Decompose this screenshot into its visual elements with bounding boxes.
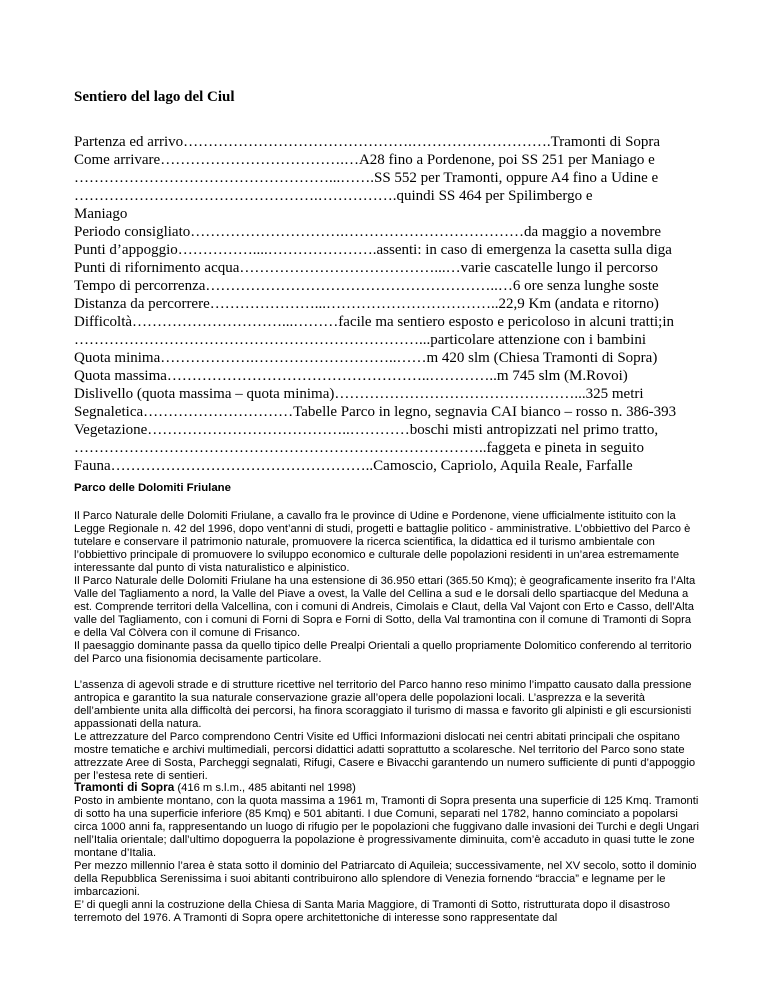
info-line: Tempo di percorrenza…………………………………………………..…6 ore senza lunghe soste	[74, 278, 659, 294]
info-line: Quota minima……………….………………………..……m 420 slm (Chiesa Tramonti di Sopra)	[74, 350, 658, 366]
info-line: Maniago	[74, 206, 128, 222]
info-line: Segnaletica…………………………Tabelle Parco in legno, segnavia CAI bianco – rosso n. 386-393	[74, 404, 677, 420]
parco-heading: Parco delle Dolomiti Friulane	[74, 482, 231, 494]
parco-paragraph: Il Parco Naturale delle Dolomiti Friulane, a cavallo fra le province di Udine e Pordenone, viene ufficialmente istituito con la Legge Regionale n. 42 del 1996, dopo vent’anni di studi, progetti e battaglie politico - amministrative. L’obbiettivo del Parco è tutelare e conservare il patrimonio naturale, promuovere la ricerca scientifica, la didattica ed il turismo ambientale con l’obbiettivo principale di promuovere lo sviluppo economico e culturale delle popolazioni residenti in un’area estremamente interessante dal punto di vista naturalistico e alpinistico.	[74, 510, 691, 574]
trail-info-list	[74, 133, 696, 475]
info-line: ………………………………………….…………….quindi SS 464 per Spilimbergo e	[74, 188, 593, 204]
info-line: Punti d’appoggio……………....………………….assenti: in caso di emergenza la casetta sulla diga	[74, 242, 672, 258]
info-line: Vegetazione…………………………………..…………boschi misti antropizzati nel primo tratto,	[74, 422, 659, 438]
info-line: ……………………………………………...…….SS 552 per Tramonti, oppure A4 fino a Udine e	[74, 170, 659, 186]
info-line: Distanza da percorrere…………………...……………………………..22,9 Km (andata e ritorno)	[74, 296, 659, 312]
parco-paragraph: Le attrezzature del Parco comprendono Centri Visite ed Uffici Informazioni dislocati nei centri abitati principali che ospitano mostre tematiche e archivi multimediali, percorsi didattici adatti soprattutto a scolaresche. Nel territorio del Parco sono state attrezzate Aree di Sosta, Parcheggi segnalati, Rifugi, Casere e Bivacchi garantendo un numero sufficiente di punti d’appoggio per l’estesa rete di sentieri.	[74, 731, 696, 782]
tramonti-paragraph: Per mezzo millennio l’area è stata sotto il dominio del Patriarcato di Aquileia; successivamente, nel XV secolo, sotto il dominio della Repubblica Serenissima i suoi abitanti contribuirono allo splendore di Venezia fornendo “braccia” e legname per le imbarcazioni.	[74, 860, 697, 898]
tramonti-section	[74, 781, 700, 925]
parco-paragraph: L’assenza di agevoli strade e di strutture ricettive nel territorio del Parco hanno reso minimo l’impatto causato dalla pressione antropica e garantito la sua naturale conservazione grazie all’opera delle popolazioni locali. L’asprezza e la severità dell’ambiente unita alla difficoltà dei percorsi, ha finora scoraggiato il turismo di massa e favorito gli alpinisti e gli escursionisti appassionati della natura.	[74, 679, 692, 730]
info-line: Periodo consigliato………………………….………………………………da maggio a novembre	[74, 224, 662, 240]
info-line: ……………………………………………………………...particolare attenzione con i bambini	[74, 332, 646, 348]
parco-paragraph: Il paesaggio dominante passa da quello tipico delle Prealpi Orientali a quello propriamente Dolomitico conferendo al territorio del Parco una fisionomia decisamente particolare.	[74, 640, 692, 665]
tramonti-paragraph: E’ di quegli anni la costruzione della Chiesa di Santa Maria Maggiore, di Tramonti di Sotto, ristrutturata dopo il disastroso terremoto del 1976. A Tramonti di Sopra opere architettoniche di interesse sono rappresentate dal	[74, 899, 670, 924]
tramonti-paragraph: Posto in ambiente montano, con la quota massima a 1961 m, Tramonti di Sopra presenta una superficie di 125 Kmq. Tramonti di sotto ha una superficie inferiore (85 Kmq) e 501 abitanti. I due Comuni, separati nel 1782, hanno cominciato a popolarsi circa 1000 anni fa, rappresentando un luogo di rifugio per le popolazioni che fuggivano dalle invasioni dei Turchi e degli Ungari nell’Italia orientale; dall’ultimo dopoguerra la popolazione è progressivamente diminuita, com’è accaduto in quasi tutte le zone montane d’Italia.	[74, 795, 700, 859]
parco-paragraph: Il Parco Naturale delle Dolomiti Friulane ha una estensione di 36.950 ettari (365.50 Kmq); è geograficamente inserito fra l’Alta Valle del Tagliamento a nord, la Valle del Piave a ovest, la Valle del Cellina a sud e le dorsali dello spartiacque del Meduna a est. Comprende territori della Valcellina, con i comuni di Andreis, Cimolais e Claut, della Val Vajont con Erto e Casso, dell’Alta valle del Tagliamento, con i comuni di Forni di Sopra e Forni di Sotto, della Val tramontina con il comune di Tramonti di Sopra e della Val Còlvera con il comune di Frisanco.	[74, 575, 696, 639]
info-line: Punti di rifornimento acqua…………………………………...…varie cascatelle lungo il percorso	[74, 260, 659, 276]
info-line: Difficoltà…………………………...………facile ma sentiero esposto e pericoloso in alcuni tratti;in	[74, 314, 675, 330]
tramonti-heading: Tramonti di Sopra	[74, 780, 175, 794]
info-line: Fauna……………………………………………..Camoscio, Capriolo, Aquila Reale, Farfalle	[74, 458, 633, 474]
info-line: Come arrivare……………………………….…A28 fino a Pordenone, poi SS 251 per Maniago e	[74, 152, 655, 168]
tramonti-details: (416 m s.l.m., 485 abitanti nel 1998)	[174, 782, 356, 794]
info-line: Quota massima……………………………………………..…………..m 745 slm (M.Rovoi)	[74, 368, 628, 384]
info-line: Dislivello (quota massima – quota minima)…………………………………………...325 metri	[74, 386, 644, 402]
tramonti-heading-line	[74, 781, 700, 795]
info-line: ………………………………………………………………………..faggeta e pineta in seguito	[74, 440, 644, 456]
parco-section	[74, 482, 700, 783]
info-line: Partenza ed arrivo……………………………………….……………………….Tramonti di Sopra	[74, 134, 661, 150]
document-title: Sentiero del lago del Ciul	[74, 89, 235, 105]
